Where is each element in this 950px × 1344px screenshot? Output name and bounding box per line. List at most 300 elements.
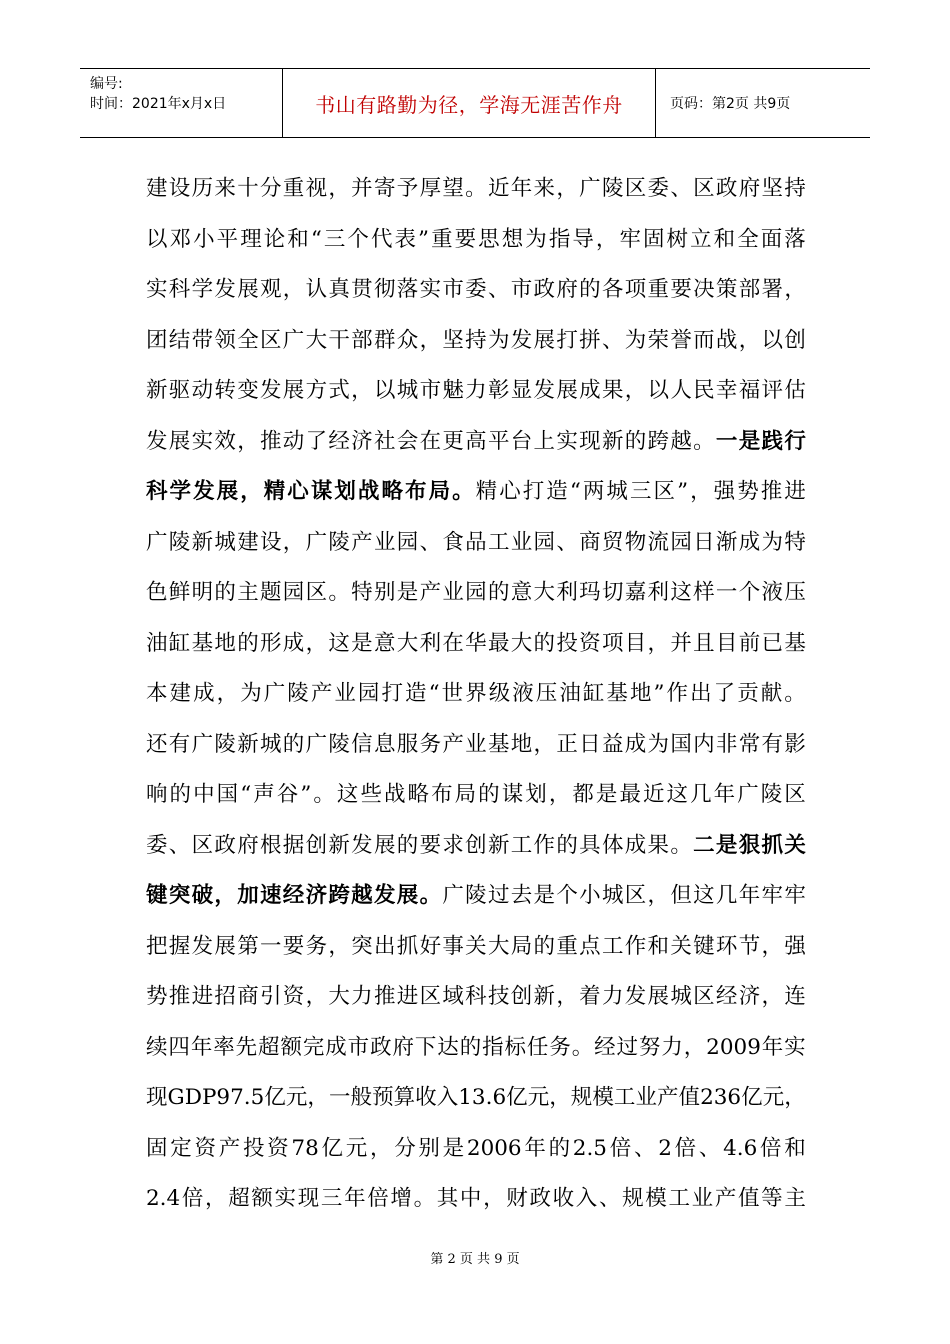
body-line [146, 215, 806, 266]
text-char: 引 [259, 984, 282, 1009]
text-char: 地 [510, 731, 533, 757]
text-char: 、 [633, 1135, 656, 1161]
body-line [146, 922, 806, 973]
text-char: 三 [323, 226, 346, 252]
document-date: 时间：2021年x月x日 [90, 96, 227, 112]
text-char: 府 [556, 277, 578, 302]
text-char: 业 [465, 731, 487, 757]
text-char: 是 [442, 1135, 465, 1161]
text-char: 分 [259, 176, 282, 201]
text-char: 历 [191, 176, 214, 201]
text-char: 业 [510, 529, 533, 555]
bold-text: 狠 [738, 832, 761, 858]
text-char: 坚 [442, 327, 464, 353]
text-char: 贯 [351, 277, 373, 302]
text-char: 倍 [759, 1135, 782, 1161]
body-line [146, 669, 806, 720]
text-char: 着 [579, 984, 601, 1009]
text-char: 带 [191, 327, 214, 353]
text-char: 委 [647, 176, 670, 201]
text-char: 园 [533, 529, 556, 555]
text-char: 四 [168, 1034, 190, 1060]
text-char: 模 [645, 1186, 667, 1211]
text-char: 招 [214, 984, 236, 1009]
text-char: 发 [191, 933, 214, 959]
text-char: 响 [146, 782, 168, 807]
text-char: 认 [305, 277, 328, 302]
text-char: 元 [762, 1085, 785, 1110]
text-char: 力 [351, 984, 373, 1009]
text-char: 推 [373, 984, 396, 1009]
text-char: 和 [713, 226, 736, 252]
text-char: ， [556, 984, 578, 1009]
text-char: 造 [405, 681, 427, 706]
text-char: ” [418, 226, 430, 252]
text-char: 些 [360, 782, 382, 807]
text-char: 、 [419, 529, 442, 555]
text-char: 、 [556, 529, 578, 555]
text-char: 压 [535, 681, 558, 706]
text-char: 产 [419, 580, 442, 605]
text-char: 重 [556, 933, 578, 959]
text-char: 标 [504, 1034, 527, 1060]
text-char: 年 [761, 1034, 784, 1060]
text-char: 物 [624, 529, 647, 555]
body-line [146, 1073, 806, 1124]
text-char: 予 [396, 176, 419, 201]
text-char: 别 [418, 1135, 440, 1161]
text-char: 广 [263, 681, 286, 706]
text-char: 献 [760, 681, 783, 706]
text-char: 来 [533, 176, 556, 201]
bold-text: 心 [287, 479, 309, 504]
body-line [146, 720, 806, 771]
text-char: 团 [146, 327, 168, 353]
text-char: 谷 [276, 782, 299, 807]
text-char: 关 [465, 933, 487, 959]
text-char: 代 [370, 226, 393, 252]
text-char: 为 [525, 226, 547, 252]
text-char: 谋 [501, 782, 524, 807]
text-char: 广 [579, 176, 601, 201]
text-char: 陵 [214, 731, 236, 757]
text-char: 的 [624, 428, 647, 454]
text-char: 驱 [168, 378, 191, 403]
text-char: 这 [328, 630, 350, 656]
text-char: 市 [510, 277, 533, 302]
text-char: 拼 [579, 327, 601, 353]
body-line [146, 568, 806, 619]
text-char: 三 [629, 479, 652, 504]
body-line [146, 164, 806, 215]
text-char: 额 [251, 1186, 273, 1211]
text-char: 为 [647, 731, 670, 757]
text-char: ” [300, 782, 312, 807]
text-char: ， [533, 731, 556, 757]
text-char: ， [647, 630, 670, 656]
text-char: 略 [407, 782, 430, 807]
text-char: 算 [393, 1085, 416, 1110]
text-char: 项 [624, 277, 647, 302]
text-char: 元 [285, 1085, 308, 1110]
text-char: 市 [347, 1034, 370, 1060]
bold-text: 是 [715, 832, 738, 858]
bold-text: 突 [168, 883, 191, 908]
text-char: 展 [168, 428, 191, 454]
text-char: 济 [351, 428, 373, 454]
text-char: “ [310, 226, 322, 252]
body-line [146, 871, 806, 922]
bold-text: 加 [237, 883, 259, 908]
text-char: 平 [216, 226, 239, 252]
text-char: 超 [258, 1034, 280, 1060]
text-char: 动 [282, 428, 305, 454]
text-char: ， [738, 327, 761, 353]
text-char: 额 [280, 1034, 302, 1060]
text-char: 大 [396, 630, 419, 656]
text-char: 转 [214, 378, 236, 403]
text-char: 而 [693, 327, 715, 353]
text-char: 坚 [761, 176, 784, 201]
text-char: 论 [263, 226, 286, 252]
text-char: 展 [647, 984, 670, 1009]
text-char: 意 [373, 630, 396, 656]
text-char: ， [556, 176, 578, 201]
text-char: 心 [499, 479, 521, 504]
text-char: 工 [668, 1186, 690, 1211]
text-char: 战 [383, 782, 406, 807]
text-char: 突 [351, 933, 373, 959]
text-char: 众 [396, 327, 419, 353]
text-char: 以 [647, 378, 670, 403]
text-char: 会 [396, 428, 419, 454]
text-char: 动 [191, 378, 214, 403]
text-char: 城 [214, 529, 236, 555]
bold-text: 行 [784, 428, 806, 454]
text-char: 基 [606, 681, 628, 706]
text-char: 务 [549, 1034, 571, 1060]
text-char: ， [549, 1085, 571, 1110]
text-char: 年 [190, 1034, 213, 1060]
text-char: 陵 [465, 883, 487, 908]
text-char: 现 [579, 428, 601, 454]
bold-text: ， [240, 479, 262, 504]
text-char: 园 [465, 580, 487, 605]
header-page-info: 页码：第2页 共9页 [670, 96, 791, 112]
text-char: 和 [287, 226, 309, 252]
page-footer: 第 2 页 共 9 页 [430, 1252, 520, 1267]
text-char: 基 [784, 630, 806, 656]
text-char: ， [216, 681, 239, 706]
text-char: 政 [715, 176, 738, 201]
text-char: 出 [373, 933, 396, 959]
text-char: 在 [419, 428, 442, 454]
text-char: 连 [784, 984, 806, 1009]
text-char: 。 [413, 1186, 436, 1211]
text-char: 内 [693, 731, 715, 757]
text-char: 影 [784, 731, 806, 757]
text-char: 强 [713, 479, 736, 504]
bold-text: 。 [419, 883, 442, 908]
text-char: 彰 [487, 378, 510, 403]
bold-text: ， [214, 883, 236, 908]
text-char: 据 [282, 832, 305, 858]
text-char: 指 [482, 1034, 504, 1060]
text-char: 决 [693, 277, 715, 302]
text-char: 幸 [715, 378, 738, 403]
text-char: 产 [656, 1085, 679, 1110]
text-char: 邓 [169, 226, 192, 252]
text-char: 是 [595, 782, 618, 807]
text-char: 在 [442, 630, 464, 656]
bold-text: 学 [169, 479, 192, 504]
text-char: 倍 [674, 1135, 697, 1161]
text-char: 倍 [367, 1186, 389, 1211]
text-char: 信 [351, 731, 373, 757]
text-char: 油 [146, 630, 168, 656]
text-char: 社 [373, 428, 396, 454]
text-char: 产 [218, 1135, 241, 1161]
text-char: 努 [638, 1034, 661, 1060]
text-char: 划 [525, 782, 547, 807]
bold-text: 二 [693, 832, 715, 858]
text-char: 元 [345, 1135, 368, 1161]
text-char: 创 [784, 327, 806, 353]
text-char: 推 [760, 479, 783, 504]
text-char: 产 [310, 681, 333, 706]
text-char: 区 [653, 479, 676, 504]
text-char: 商 [237, 984, 259, 1009]
text-char: 造 [546, 479, 568, 504]
text-char: 科 [465, 984, 487, 1009]
text-char: 特 [784, 529, 806, 555]
text-char: 业 [442, 580, 464, 605]
text-char: 荣 [647, 327, 670, 353]
text-char: 果 [601, 378, 624, 403]
text-char: ” [653, 681, 665, 706]
text-char: 为 [624, 327, 647, 353]
text-char: 重 [431, 226, 453, 252]
text-char: ， [483, 1186, 505, 1211]
text-char: 去 [510, 883, 533, 908]
text-char: 了 [305, 428, 328, 454]
text-char: 握 [168, 933, 191, 959]
text-char: 城 [396, 378, 419, 403]
text-char: 大 [328, 984, 350, 1009]
text-char: 本 [146, 681, 168, 706]
text-char: 两 [582, 479, 605, 504]
text-char: 华 [465, 630, 487, 656]
text-char: 投 [242, 1135, 265, 1161]
text-char: 打 [556, 327, 578, 353]
text-char: 高 [465, 428, 487, 454]
bold-text: 践 [761, 428, 784, 454]
text-char: 力 [601, 984, 624, 1009]
text-char: 体 [601, 832, 624, 858]
text-char: 资 [267, 1135, 289, 1161]
body-line [146, 316, 806, 367]
text-char: ， [282, 277, 305, 302]
text-char: 产 [351, 529, 373, 555]
text-char: 业 [334, 681, 356, 706]
text-char: 设 [259, 529, 282, 555]
text-char: 平 [487, 428, 510, 454]
text-char: 事 [442, 933, 464, 959]
text-char: 更 [442, 428, 464, 454]
text-char: 委 [465, 277, 487, 302]
text-char: 收 [415, 1085, 437, 1110]
text-char: 。 [571, 1034, 594, 1060]
text-char: 产 [714, 1186, 737, 1211]
text-char: 益 [601, 731, 624, 757]
body-line [146, 770, 806, 821]
text-char: ， [690, 479, 712, 504]
text-char: 。 [693, 428, 715, 454]
text-char: 资 [194, 1135, 216, 1161]
text-char: 落 [784, 226, 806, 252]
text-char: 根 [259, 832, 282, 858]
text-char: 4.6 [723, 1135, 758, 1161]
text-char: 正 [556, 731, 578, 757]
text-char: 意 [510, 580, 533, 605]
text-char: 中 [459, 1186, 482, 1211]
text-char: 财 [506, 1186, 528, 1211]
text-char: 亿 [741, 1085, 763, 1110]
text-char: 部 [351, 327, 373, 353]
text-char: 色 [146, 580, 168, 605]
text-char: 展 [533, 327, 556, 353]
text-char: 资 [579, 630, 601, 656]
text-char: 园 [357, 681, 380, 706]
text-char: 工 [601, 933, 624, 959]
text-char: 小 [579, 883, 601, 908]
bold-text: 发 [193, 479, 215, 504]
text-char: 元 [527, 1085, 550, 1110]
text-char: 彻 [373, 277, 396, 302]
text-char: 设 [168, 176, 191, 201]
text-char: 厚 [419, 176, 442, 201]
text-char: 牢 [619, 226, 641, 252]
text-char: 济 [738, 984, 761, 1009]
text-char: 抓 [396, 933, 419, 959]
text-char: 规 [570, 1085, 593, 1110]
text-char: 干 [328, 327, 350, 353]
text-char: 作 [666, 681, 689, 706]
text-char: ， [351, 378, 373, 403]
text-char: 并 [351, 176, 373, 201]
bold-text: 战 [357, 479, 380, 504]
text-char: 区 [259, 327, 282, 353]
text-char: 园 [396, 529, 419, 555]
text-char: 誉 [670, 327, 692, 353]
text-char: 策 [715, 277, 738, 302]
text-char: 思 [478, 226, 500, 252]
text-char: 的 [237, 630, 259, 656]
text-char: 个 [738, 580, 761, 605]
text-char: 最 [487, 630, 510, 656]
text-char: “ [569, 479, 581, 504]
text-char: 发 [259, 378, 282, 403]
text-char: 广 [282, 327, 305, 353]
text-char: 福 [738, 378, 761, 403]
text-char: 为 [487, 327, 510, 353]
text-char: 园 [670, 529, 692, 555]
text-char: ， [784, 277, 806, 302]
text-char: 声 [253, 782, 275, 807]
text-char: 成 [193, 681, 215, 706]
text-char: 这 [693, 883, 715, 908]
text-char: 技 [487, 984, 510, 1009]
text-char: 个 [347, 226, 369, 252]
header-meta [80, 69, 283, 137]
text-char: 业 [635, 1085, 657, 1110]
text-char: 这 [666, 782, 689, 807]
text-char: 显 [510, 378, 533, 403]
bold-text: 发 [373, 883, 396, 908]
text-char: 城 [601, 883, 624, 908]
text-char: 世 [441, 681, 464, 706]
text-char: 且 [693, 630, 715, 656]
text-char: 基 [191, 630, 214, 656]
body-line [146, 1174, 806, 1225]
text-char: 实 [146, 277, 168, 302]
text-char: 实 [784, 1034, 806, 1060]
text-char: 具 [579, 832, 601, 858]
text-char: ， [548, 782, 571, 807]
text-char: 的 [478, 782, 500, 807]
text-char: 别 [373, 580, 396, 605]
text-char: 模 [592, 1085, 614, 1110]
text-char: 政 [214, 832, 236, 858]
text-char: 科 [168, 277, 191, 302]
text-char: 工 [510, 832, 533, 858]
document-body [146, 164, 806, 1225]
bold-text: 抓 [761, 832, 784, 858]
text-char: 了 [713, 681, 736, 706]
text-char: 求 [442, 832, 464, 858]
text-char: 目 [624, 630, 647, 656]
text-char: 这 [670, 580, 692, 605]
text-char: 的 [548, 1135, 571, 1161]
text-char: 广 [191, 731, 214, 757]
bold-text: 。 [452, 479, 474, 504]
text-char: ， [624, 378, 647, 403]
bold-text: 越 [351, 883, 373, 908]
text-char: 政 [533, 277, 556, 302]
text-char: 式 [328, 378, 350, 403]
text-char: ， [595, 226, 618, 252]
text-char: 城 [670, 984, 692, 1009]
body-line [146, 972, 806, 1023]
text-char: 新 [533, 984, 556, 1009]
body-line [146, 467, 806, 518]
bold-text: 谋 [310, 479, 333, 504]
text-char: 年 [344, 1186, 366, 1211]
text-char: 展 [214, 933, 236, 959]
text-char: 发 [533, 378, 556, 403]
text-char: 实 [274, 1186, 297, 1211]
text-char: 进 [396, 984, 419, 1009]
text-char: 玛 [579, 580, 601, 605]
text-char: 上 [533, 428, 556, 454]
text-char: 现 [146, 1085, 168, 1110]
text-char: 倍 [609, 1135, 632, 1161]
text-char: 经 [594, 1034, 616, 1060]
text-char: 键 [693, 933, 715, 959]
text-char: 2 [658, 1135, 672, 1161]
text-char: 部 [738, 277, 761, 302]
text-char: 区 [693, 984, 715, 1009]
